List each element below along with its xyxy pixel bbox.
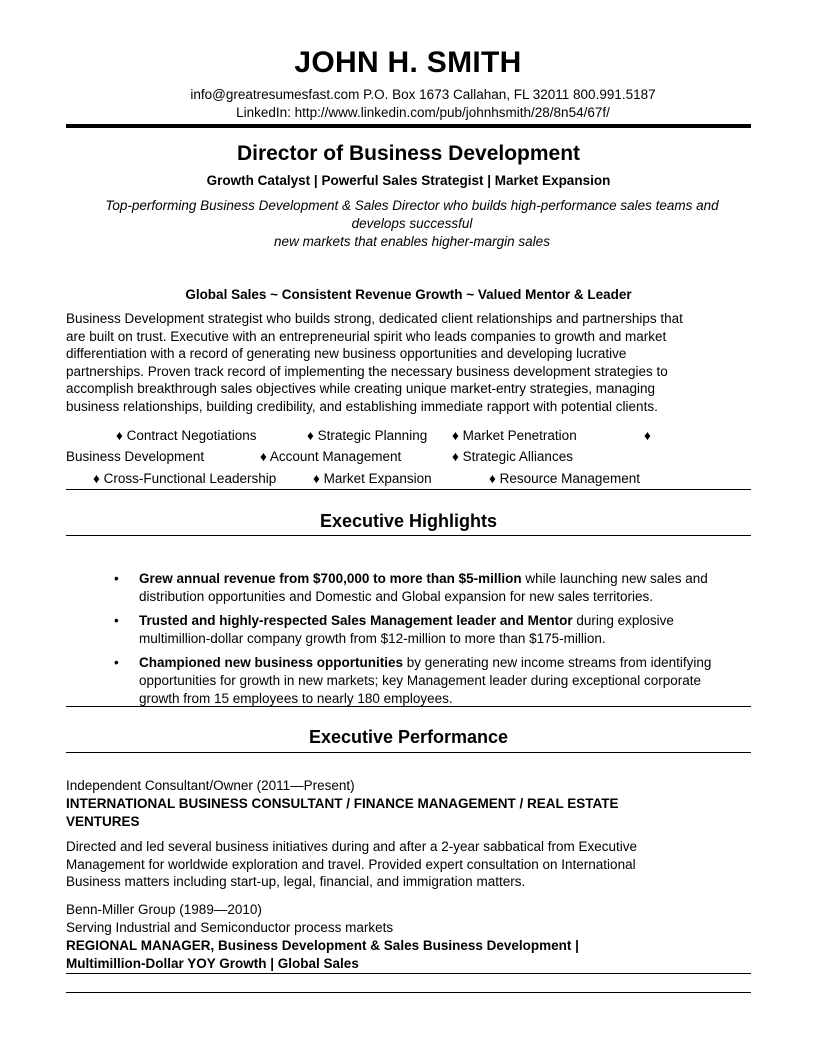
highlight-bold: Grew annual revenue from $700,000 to more than $5-million [139,571,522,586]
job1-title-line: INTERNATIONAL BUSINESS CONSULTANT / FINANCE MANAGEMENT / REAL ESTATE [66,796,619,811]
bullet-dot: • [114,571,119,586]
skill-item: ♦ Market Penetration [452,428,577,443]
job1-desc-line: Management for worldwide exploration and travel. Provided expert consultation on International [66,856,636,872]
job2-org: Benn-Miller Group (1989—2010) [66,902,262,917]
highlight-bold: Championed new business opportunities [139,655,404,671]
page-bottom-divider [66,992,751,993]
tagline-line: Top-performing Business Development & Sales Director who builds high-performance sales teams and [105,198,719,213]
bullet-dot: • [114,613,119,629]
profile-subtitle: Growth Catalyst | Powerful Sales Strategist | Market Expansion [206,173,611,188]
job1-org: Independent Consultant/Owner (2011—Present) [66,778,355,793]
performance-heading: Executive Performance [308,727,509,747]
highlights-list [114,570,734,714]
section-divider [66,706,751,707]
job2-industry: Serving Industrial and Semiconductor process markets [66,920,394,935]
skill-item: ♦ Strategic Alliances [452,449,573,464]
skill-item: ♦ Market Expansion [313,471,432,486]
job1-title [66,795,756,830]
skill-bullet: ♦ [644,428,651,443]
summary-line: partnerships. Proven track record of implementing the necessary business development strategies to [66,363,668,379]
job1-title-line: VENTURES [66,813,140,829]
highlight-item [114,570,734,605]
tagline-line: develops successful [351,216,473,231]
skill-item: Business Development [66,449,205,464]
skill-item: ♦ Cross-Functional Leadership [93,471,277,486]
skill-item: ♦ Contract Negotiations [116,428,257,443]
job1-desc-line: Directed and led several business initiatives during and after a 2-year sabbatical from Executive [66,839,638,854]
linkedin-line: LinkedIn: http://www.linkedin.com/pub/johnhsmith/28/8n54/67f/ [236,105,610,120]
skill-item: ♦ Resource Management [489,471,640,486]
profile-title: Director of Business Development [236,142,581,165]
summary-line: business relationships, building credibility, and establishing immediate rapport with potential clients. [66,398,658,414]
header-divider [66,124,751,128]
section-divider [66,752,751,753]
section-divider [66,973,751,974]
highlight-item [114,654,734,707]
section-divider [66,535,751,536]
job2-title-line: REGIONAL MANAGER, Business Development & Sales Business Development | [66,938,579,953]
skill-item: ♦ Account Management [260,449,402,464]
job2-title [66,937,756,972]
bullet-dot: • [114,655,119,671]
focus-areas: Global Sales ~ Consistent Revenue Growth ~ Valued Mentor & Leader [185,287,632,302]
highlights-heading: Executive Highlights [319,511,498,531]
highlight-bold: Trusted and highly-respected Sales Management leader and Mentor [139,613,573,629]
summary-line: Business Development strategist who builds strong, dedicated client relationships and partnerships that [66,311,683,326]
job1-description [66,838,756,891]
tagline-line: new markets that enables higher-margin sales [274,234,550,249]
summary-paragraph [66,310,756,416]
candidate-name: JOHN H. SMITH [294,46,522,79]
highlight-item [114,612,734,647]
job2-title-line: Multimillion-Dollar YOY Growth | Global Sales [66,955,359,971]
summary-line: accomplish breakthrough sales objectives while creating unique market-entry strategies, managing [66,381,656,397]
profile-tagline [72,197,752,251]
highlight-text: during explosive multimillion-dollar company growth from $12-million to more than $175-million. [139,613,674,646]
skill-item: ♦ Strategic Planning [307,428,428,443]
section-divider [66,489,751,490]
summary-line: are built on trust. Executive with an entrepreneurial spirit who leads companies to growth and market [66,328,667,344]
highlight-text: by generating new income streams from identifying opportunities for growth in new markets; key Management leader during exceptional corporate growth from 15 employees to nearly 180 employees. [139,655,712,706]
summary-line: differentiation with a record of generating new business opportunities and developing lucrative [66,346,627,362]
job1-desc-line: Business matters including start-up, legal, financial, and immigration matters. [66,874,526,890]
highlight-text: while launching new sales and distribution opportunities and Domestic and Global expansion for new sales territories. [139,571,708,604]
contact-line: info@greatresumesfast.com P.O. Box 1673 Callahan, FL 32011 800.991.5187 [190,87,656,102]
